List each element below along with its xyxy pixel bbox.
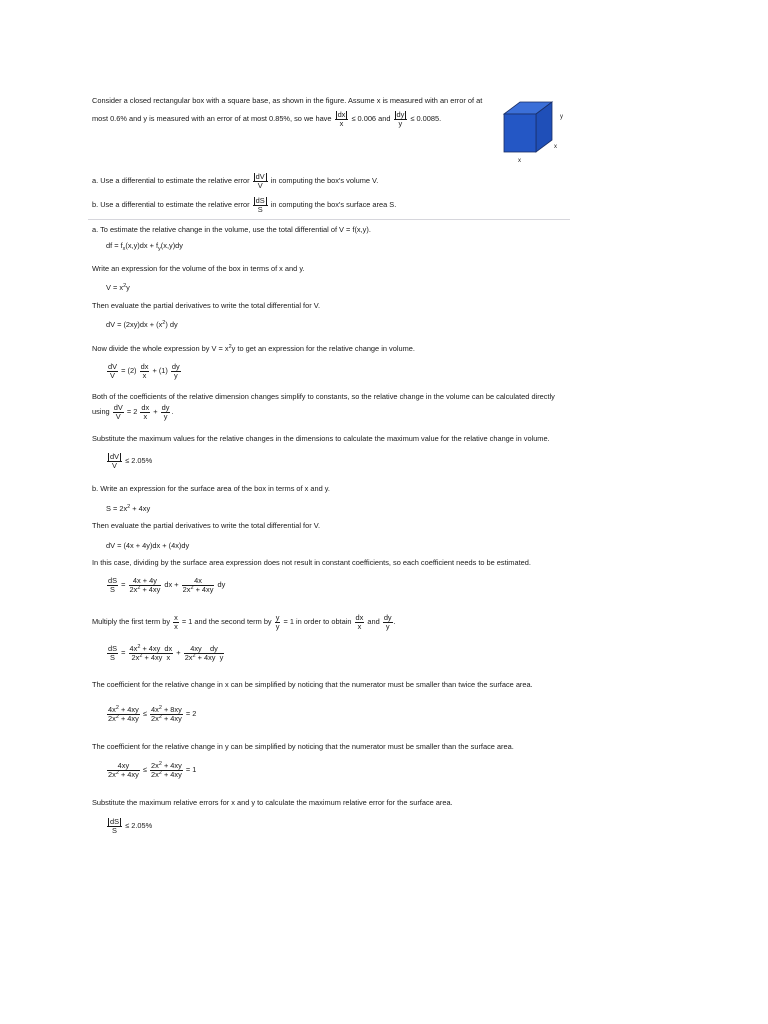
sol-b-case-text: In this case, dividing by the surface area expression does not result in constant coefficients, so each coefficient needs to be estimated. xyxy=(92,558,531,567)
sol-b-intro: b. Write an expression for the surface area of the box in terms of x and y. xyxy=(92,484,330,493)
rel-error-ds: $\frac{dS}{S}$ xyxy=(253,197,268,214)
box-figure xyxy=(498,96,574,168)
sol-a-both-text: Both of the coefficients of the relative dimension changes simplify to constants, so the relative change in the volume can be calculated directly xyxy=(92,392,555,401)
sol-b-surface-eq: $S = 2x^2 + 4xy$ xyxy=(106,504,151,513)
part-b-question: b. Use a differential to estimate the relative error $\frac{dS}{S}$ in computing the box's surface area S. xyxy=(92,196,397,214)
ineq-dy-over-y: $\frac{dy}{y}$ xyxy=(394,111,408,128)
label-x-bottom: x xyxy=(518,158,521,164)
sol-a-intro: a. To estimate the relative change in the volume, use the total differential of V = f(x,y). xyxy=(92,225,371,234)
label-y: y xyxy=(560,114,563,120)
sol-b-substitute-text: Substitute the maximum relative errors for x and y to calculate the maximum relative error for the surface area. xyxy=(92,798,453,807)
sol-b-coef-x-text: The coefficient for the relative change in x can be simplified by noticing that the numerator must be smaller than twice the surface area. xyxy=(92,680,533,689)
sol-b-eq2: $\frac{dS}{S}$ = $\frac{4x^2 + 4xy dx}{2x^2 + 4xy x}$ + $\frac{\text{4xy dy}}{2x^2 + 4xy y}$ xyxy=(108,644,224,662)
sol-b-coef-y-eq: $\frac{4xy}{2x^2 + 4xy}$ ≤ $\frac{2x^2 + 4xy}{2x^2 + 4xy}$ = 1 xyxy=(108,761,197,779)
box-figure-drawing xyxy=(498,96,574,168)
sol-b-result: $\frac{dS}{S}$ ≤ 2.05% xyxy=(106,818,152,835)
sol-a-write-volume: Write an expression for the volume of the box in terms of x and y. xyxy=(92,264,305,273)
sol-a-substitute-text: Substitute the maximum values for the relative changes in the dimensions to calculate the maximum value for the relative change in volume. xyxy=(92,434,550,443)
rel-error-dv: $\frac{dV}{V}$ xyxy=(253,173,268,190)
ineq-dx-over-x: $\frac{dx}{x}$ xyxy=(335,111,349,128)
sol-b-ds-eq: dV = (4x + 4y)dx + (4x)dy xyxy=(106,541,190,550)
sol-a-volume-eq: $V = x^2y$ xyxy=(106,283,130,292)
label-x-side: x xyxy=(554,144,557,150)
sol-b-partials-text: Then evaluate the partial derivatives to write the total differential for V. xyxy=(92,521,321,530)
sol-b-eq1: $\frac{dS}{S}$ = $\frac{4x + 4y}{2x^2 + 4xy}$ dx + $\frac{4x}{2x^2 + 4xy}$ dy xyxy=(108,576,226,594)
sol-a-relative-eq: $\frac{dV}{V}$ = (2) $\frac{dx}{x}$ + (1) $\frac{dy}{y}$ xyxy=(108,362,180,380)
sol-a-dv-eq: dV = $(2xy)dx + (x^2)$ dy xyxy=(106,320,178,329)
sol-b-coef-y-text: The coefficient for the relative change in y can be simplified by noticing that the numerator must be smaller than the surface area. xyxy=(92,742,514,751)
sol-a-partials-text: Then evaluate the partial derivatives to write the total differential for V. xyxy=(92,301,321,310)
sol-a-result: $\frac{dV}{V}$ ≤ 2.05% xyxy=(106,453,152,470)
sol-b-coef-x-eq: $\frac{4x^2 + 4xy}{2x^2 + 4xy}$ ≤ $\frac{4x^2 + 8xy}{2x^2 + 4xy}$ = 2 xyxy=(108,705,197,723)
sol-a-using-eq: using $\frac{dV}{V}$ = 2 $\frac{dx}{x}$ + $\frac{dy}{y}$ . xyxy=(92,403,174,421)
section-divider xyxy=(88,219,570,220)
problem-line-1: Consider a closed rectangular box with a square base, as shown in the figure. Assume x is measured with an error of at xyxy=(92,96,483,105)
box-front-face xyxy=(504,114,536,152)
sol-a-divide-text: Now divide the whole expression by $V = x^2y$ to get an expression for the relative change in volume. xyxy=(92,344,415,353)
part-a-question: a. Use a differential to estimate the relative error $\frac{dV}{V}$ in computing the box's volume V. xyxy=(92,172,379,190)
sol-a-total-differential: df = $f_x(x,y)dx + f_y(x,y)dy$ xyxy=(106,241,183,252)
problem-line-2: most 0.6% and y is measured with an error of at most 0.85%, so we have $\frac{dx}{x}$ ≤ 0.006 and $\frac{dy}{y}$ ≤ 0.0085. xyxy=(92,110,442,128)
sol-b-multiply-text: Multiply the first term by $\frac{x}{x}$ = 1 and the second term by $\frac{y}{y}$ = 1 in order to obtain $\frac{dx}{x}$ and $\frac{dy}{y}$ . xyxy=(92,613,396,631)
